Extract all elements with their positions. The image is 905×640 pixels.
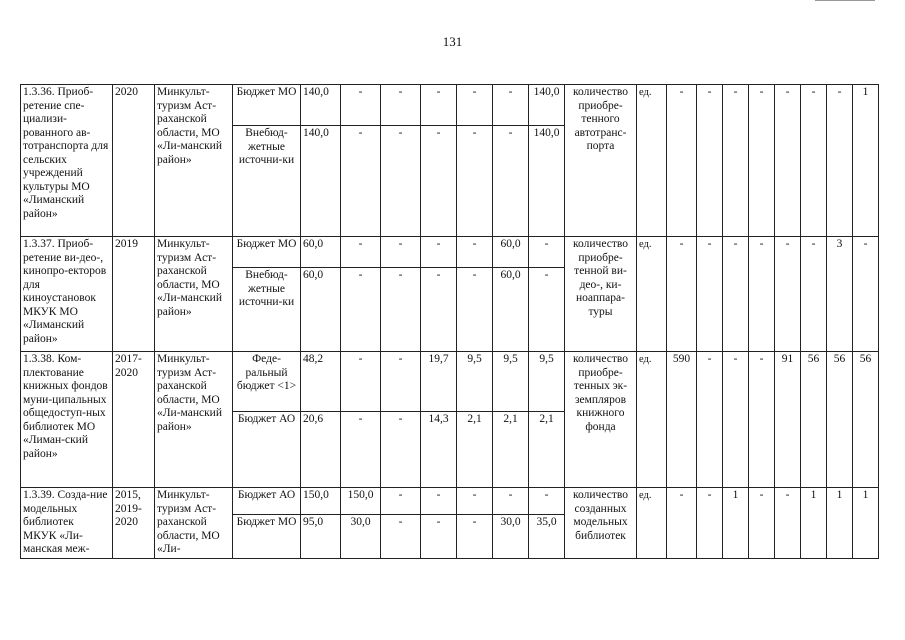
program-table: [20, 84, 879, 559]
indicator-target: -: [723, 352, 749, 488]
funding-total: 48,2: [301, 352, 341, 412]
indicator-target: -: [667, 237, 697, 352]
funding-year-value: 2,1: [529, 412, 565, 488]
funding-year-value: -: [341, 268, 381, 352]
indicator-target: -: [775, 488, 801, 559]
funding-year-value: 30,0: [493, 515, 529, 558]
table-row: [21, 488, 879, 515]
corner-mark: [815, 0, 875, 2]
funding-year-value: -: [457, 126, 493, 237]
funding-year-value: -: [421, 126, 457, 237]
funding-year-value: -: [493, 126, 529, 237]
indicator-name: количество созданных модельных библиотек: [565, 488, 637, 559]
indicator-target: 3: [827, 237, 853, 352]
funding-year-value: -: [341, 85, 381, 126]
indicator-target: -: [801, 85, 827, 237]
funding-year-value: -: [457, 488, 493, 515]
funding-year-value: 60,0: [493, 237, 529, 268]
indicator-unit: ед.: [637, 85, 667, 237]
measure-executor: Минкульт-туризм Аст-раханской области, МО «Ли-манский район»: [155, 352, 233, 488]
funding-year-value: -: [381, 126, 421, 237]
funding-year-value: 30,0: [341, 515, 381, 558]
indicator-target: 590: [667, 352, 697, 488]
indicator-target: 56: [827, 352, 853, 488]
funding-source: Феде-ральный бюджет <1>: [233, 352, 301, 412]
funding-year-value: 9,5: [493, 352, 529, 412]
indicator-unit: ед.: [637, 488, 667, 559]
indicator-target: -: [697, 352, 723, 488]
indicator-target: 1: [723, 488, 749, 559]
indicator-target: 1: [827, 488, 853, 559]
measure-name: 1.3.38. Ком-плектование книжных фондов муни-ципальных общедоступ-ных библиотек МО «Лиман-ский район»: [21, 352, 113, 488]
table-row: [21, 352, 879, 412]
funding-year-value: 35,0: [529, 515, 565, 558]
funding-source: Бюджет МО: [233, 237, 301, 268]
funding-year-value: -: [381, 515, 421, 558]
indicator-target: 1: [801, 488, 827, 559]
indicator-target: -: [697, 488, 723, 559]
funding-year-value: -: [341, 126, 381, 237]
indicator-target: -: [775, 85, 801, 237]
funding-year-value: 9,5: [529, 352, 565, 412]
indicator-name: количество приобре-тенного автотранс-порта: [565, 85, 637, 237]
funding-year-value: 150,0: [341, 488, 381, 515]
funding-year-value: -: [457, 85, 493, 126]
indicator-target: -: [667, 488, 697, 559]
funding-total: 140,0: [301, 85, 341, 126]
measure-name: 1.3.37. Приоб-ретение ви-део-, кинопро-екторов для киноустановок МКУК МО «Лиманский район»: [21, 237, 113, 352]
funding-total: 60,0: [301, 268, 341, 352]
indicator-target: -: [801, 237, 827, 352]
funding-source: Бюджет АО: [233, 488, 301, 515]
funding-source: Бюджет АО: [233, 412, 301, 488]
funding-year-value: -: [457, 515, 493, 558]
indicator-target: -: [697, 85, 723, 237]
funding-year-value: 2,1: [493, 412, 529, 488]
funding-year-value: -: [529, 268, 565, 352]
funding-source: Внебюд-жетные источни-ки: [233, 268, 301, 352]
indicator-target: -: [723, 237, 749, 352]
indicator-target: -: [853, 237, 879, 352]
indicator-unit: ед.: [637, 352, 667, 488]
funding-year-value: 19,7: [421, 352, 457, 412]
funding-year-value: -: [457, 268, 493, 352]
measure-year: 2017-2020: [113, 352, 155, 488]
funding-year-value: 9,5: [457, 352, 493, 412]
funding-year-value: -: [341, 352, 381, 412]
indicator-target: 1: [853, 85, 879, 237]
indicator-target: 56: [801, 352, 827, 488]
funding-year-value: -: [421, 515, 457, 558]
funding-total: 95,0: [301, 515, 341, 558]
table-row: [21, 237, 879, 268]
indicator-target: -: [749, 237, 775, 352]
measure-name: 1.3.36. Приоб-ретение спе-циализи-рованного ав-тотранспорта для сельских учреждений культуры МО «Лиманский район»: [21, 85, 113, 237]
funding-year-value: -: [493, 488, 529, 515]
funding-year-value: -: [381, 488, 421, 515]
indicator-target: -: [827, 85, 853, 237]
funding-total: 20,6: [301, 412, 341, 488]
funding-source: Бюджет МО: [233, 515, 301, 558]
funding-year-value: -: [421, 237, 457, 268]
funding-year-value: 2,1: [457, 412, 493, 488]
funding-total: 140,0: [301, 126, 341, 237]
indicator-target: -: [749, 352, 775, 488]
funding-year-value: -: [421, 85, 457, 126]
funding-year-value: -: [421, 268, 457, 352]
funding-year-value: -: [493, 85, 529, 126]
indicator-name: количество приобре-тенной ви-део-, ки-ноаппара-туры: [565, 237, 637, 352]
indicator-target: -: [697, 237, 723, 352]
funding-year-value: -: [341, 237, 381, 268]
funding-source: Бюджет МО: [233, 85, 301, 126]
indicator-target: 91: [775, 352, 801, 488]
indicator-target: -: [723, 85, 749, 237]
measure-executor: Минкульт-туризм Аст-раханской области, МО «Ли-манский район»: [155, 85, 233, 237]
indicator-target: -: [775, 237, 801, 352]
funding-total: 60,0: [301, 237, 341, 268]
funding-year-value: 60,0: [493, 268, 529, 352]
measure-executor: Минкульт-туризм Аст-раханской области, МО «Ли-: [155, 488, 233, 559]
funding-year-value: -: [381, 85, 421, 126]
funding-total: 150,0: [301, 488, 341, 515]
funding-year-value: -: [529, 488, 565, 515]
indicator-name: количество приобре-тенных эк-земпляров книжного фонда: [565, 352, 637, 488]
funding-year-value: -: [381, 412, 421, 488]
indicator-target: -: [667, 85, 697, 237]
funding-year-value: -: [457, 237, 493, 268]
page-number: 131: [442, 34, 463, 49]
table-row: [21, 85, 879, 126]
measure-name: 1.3.39. Созда-ние модельных библиотек МКУК «Ли-манская меж-: [21, 488, 113, 559]
measure-year: 2019: [113, 237, 155, 352]
funding-year-value: -: [421, 488, 457, 515]
funding-year-value: -: [381, 237, 421, 268]
funding-year-value: 14,3: [421, 412, 457, 488]
measure-year: 2020: [113, 85, 155, 237]
funding-year-value: -: [529, 237, 565, 268]
funding-year-value: -: [381, 352, 421, 412]
funding-year-value: 140,0: [529, 126, 565, 237]
indicator-target: -: [749, 488, 775, 559]
indicator-target: 1: [853, 488, 879, 559]
funding-year-value: -: [341, 412, 381, 488]
funding-source: Внебюд-жетные источни-ки: [233, 126, 301, 237]
measure-year: 2015, 2019-2020: [113, 488, 155, 559]
measure-executor: Минкульт-туризм Аст-раханской области, МО «Ли-манский район»: [155, 237, 233, 352]
indicator-target: 56: [853, 352, 879, 488]
indicator-unit: ед.: [637, 237, 667, 352]
indicator-target: -: [749, 85, 775, 237]
funding-year-value: -: [381, 268, 421, 352]
funding-year-value: 140,0: [529, 85, 565, 126]
